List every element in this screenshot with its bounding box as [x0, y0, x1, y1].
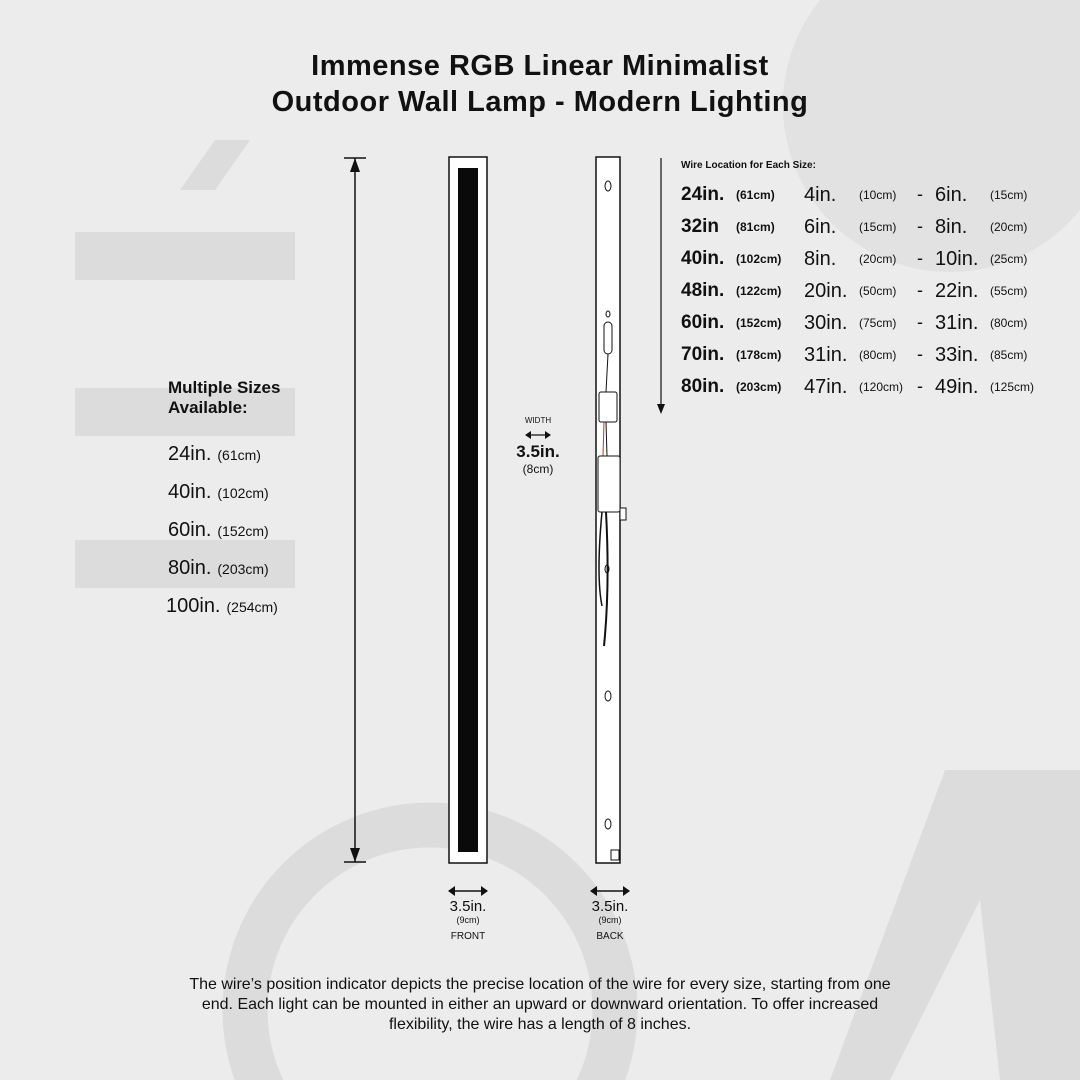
wire-to-cm: (15cm): [990, 188, 1028, 202]
wire-size-cm: (203cm): [736, 380, 782, 394]
wire-location-heading: Wire Location for Each Size:: [681, 160, 816, 171]
size-item: [168, 557, 269, 580]
wire-from-cm: (120cm): [859, 380, 904, 394]
wire-from-cm: (10cm): [859, 188, 897, 202]
size-item: [168, 443, 261, 466]
wire-to: 10in.: [935, 248, 979, 270]
title-line-1: Immense RGB Linear Minimalist: [311, 50, 769, 82]
back-label: BACK: [596, 931, 624, 942]
sizes-heading-line-2: Available:: [168, 398, 248, 417]
wire-from: 8in.: [804, 248, 837, 270]
wire-from-cm: (15cm): [859, 220, 897, 234]
size-cm: (254cm): [226, 599, 278, 615]
sizes-heading-line-1: Multiple Sizes: [168, 378, 281, 397]
footer-line-3: flexibility, the wire has a length of 8 inches.: [388, 1016, 692, 1033]
size-inches: 80in.: [168, 557, 212, 579]
wire-size: 48in.: [681, 280, 725, 301]
width-dimension: [505, 416, 571, 476]
wire-to: 22in.: [935, 280, 979, 302]
front-width-value: 3.5in.: [449, 898, 487, 915]
wire-size: 60in.: [681, 312, 725, 333]
size-item: [168, 519, 269, 542]
wire-size-cm: (102cm): [736, 252, 782, 266]
front-dimension: [436, 884, 500, 942]
width-cm: (8cm): [522, 462, 554, 476]
wire-from: 6in.: [804, 216, 837, 238]
double-arrow-icon: [523, 428, 553, 442]
wire-dash: -: [917, 344, 923, 364]
back-width-value: 3.5in.: [591, 898, 629, 915]
wire-size-cm: (152cm): [736, 316, 782, 330]
wire-from: 30in.: [804, 312, 848, 334]
wire-dash: -: [917, 280, 923, 300]
wire-size: 80in.: [681, 376, 725, 397]
footer-note: [100, 975, 980, 1035]
front-view-lamp: [448, 156, 488, 866]
size-inches: 24in.: [168, 443, 212, 465]
size-inches: 100in.: [166, 595, 221, 617]
wire-to-cm: (55cm): [990, 284, 1028, 298]
size-item: [168, 481, 269, 504]
wire-dash: -: [917, 184, 923, 204]
sizes-heading: [168, 378, 280, 418]
size-cm: (102cm): [217, 485, 269, 501]
wire-to: 49in.: [935, 376, 979, 398]
wire-from-cm: (20cm): [859, 252, 897, 266]
wire-to: 33in.: [935, 344, 979, 366]
wire-to-cm: (20cm): [990, 220, 1028, 234]
size-cm: (203cm): [217, 561, 269, 577]
wire-to: 8in.: [935, 216, 968, 238]
wire-from-cm: (80cm): [859, 348, 897, 362]
wire-to-cm: (85cm): [990, 348, 1028, 362]
back-view-lamp: [594, 156, 634, 866]
size-inches: 60in.: [168, 519, 212, 541]
wire-dash: -: [917, 376, 923, 396]
front-label: FRONT: [450, 931, 486, 942]
wire-dash: -: [917, 216, 923, 236]
wire-size-cm: (178cm): [736, 348, 782, 362]
wire-from-cm: (75cm): [859, 316, 897, 330]
wire-from: 20in.: [804, 280, 848, 302]
wire-dash: -: [917, 248, 923, 268]
width-label: WIDTH: [524, 416, 552, 425]
wire-size-cm: (81cm): [736, 220, 775, 234]
wire-size: 40in.: [681, 248, 725, 269]
wire-to-cm: (125cm): [990, 380, 1035, 394]
wire-to: 31in.: [935, 312, 979, 334]
double-arrow-icon: [446, 884, 490, 898]
wire-dash: -: [917, 312, 923, 332]
wire-size: 24in.: [681, 184, 725, 205]
size-cm: (61cm): [217, 447, 261, 463]
back-width-cm: (9cm): [598, 915, 622, 925]
wire-to-cm: (80cm): [990, 316, 1028, 330]
wire-to-cm: (25cm): [990, 252, 1028, 266]
title-line-2: Outdoor Wall Lamp - Modern Lighting: [271, 86, 809, 118]
size-inches: 40in.: [168, 481, 212, 503]
footer-line-2: end. Each light can be mounted in either an upward or downward orientation. To offer increased: [201, 996, 879, 1013]
wire-size-cm: (61cm): [736, 188, 775, 202]
wire-size: 32in: [681, 216, 720, 237]
back-dimension: [578, 884, 642, 942]
wire-from: 31in.: [804, 344, 848, 366]
wire-to: 6in.: [935, 184, 968, 206]
wire-size-cm: (122cm): [736, 284, 782, 298]
size-cm: (152cm): [217, 523, 269, 539]
wire-size: 70in.: [681, 344, 725, 365]
wire-direction-arrow: [653, 156, 669, 418]
wire-from-cm: (50cm): [859, 284, 897, 298]
wire-from: 47in.: [804, 376, 848, 398]
wire-from: 4in.: [804, 184, 837, 206]
width-value: 3.5in.: [516, 442, 560, 461]
height-arrow: [340, 150, 370, 870]
front-width-cm: (9cm): [456, 915, 480, 925]
size-item: [166, 595, 278, 618]
double-arrow-icon: [588, 884, 632, 898]
footer-line-1: The wire’s position indicator depicts the precise location of the wire for every size, starting from one: [189, 976, 891, 993]
